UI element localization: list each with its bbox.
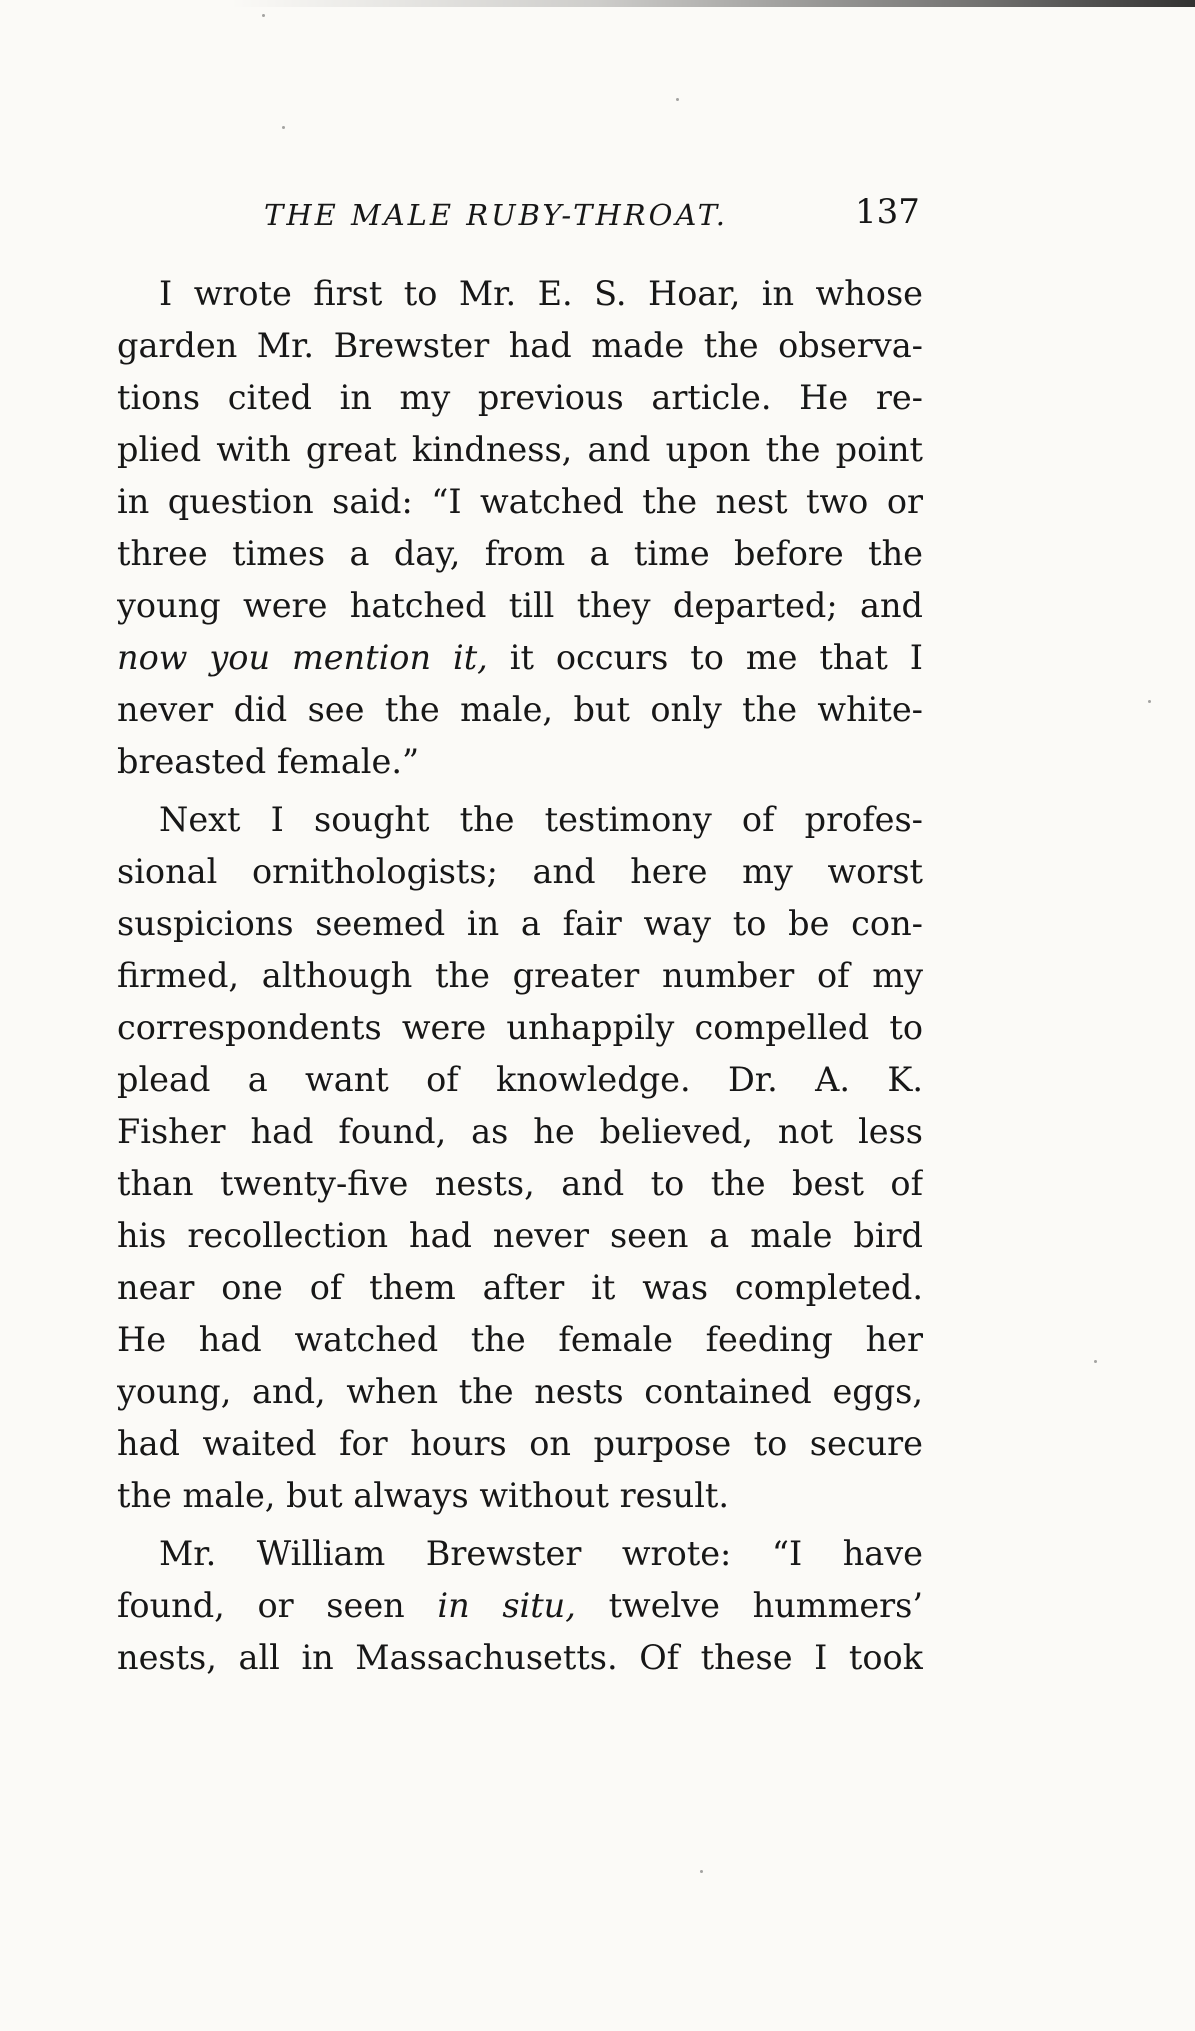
text-line: breasted female.”: [117, 742, 420, 781]
text-line: three times a day, from a time before the: [117, 534, 923, 573]
body-text: [117, 268, 923, 1684]
running-title: THE MALE RUBY-THROAT.: [264, 198, 729, 232]
text-line: plead a want of knowledge. Dr. A. K.: [117, 1060, 923, 1099]
page-header: [0, 192, 1195, 242]
text-line: near one of them after it was completed.: [117, 1268, 923, 1307]
text-line: young, and, when the nests contained eggs,: [117, 1372, 923, 1411]
text-line: tions cited in my previous article. He re-: [117, 378, 923, 417]
text-line: He had watched the female feeding her: [117, 1320, 923, 1359]
paper-speck: [1148, 700, 1151, 703]
text-line: sional ornithologists; and here my worst: [117, 852, 923, 891]
text-line: had waited for hours on purpose to secure: [117, 1424, 923, 1463]
text-line: garden Mr. Brewster had made the observa-: [117, 326, 923, 365]
italic-phrase: now you mention it,: [117, 638, 488, 677]
text-line: Fisher had found, as he believed, not less: [117, 1112, 923, 1151]
paper-speck: [700, 1870, 703, 1873]
paper-speck: [1094, 1360, 1097, 1363]
text-line: young were hatched till they departed; and: [117, 586, 923, 625]
text-line: plied with great kindness, and upon the point: [117, 430, 923, 469]
text-line: nests, all in Massachusetts. Of these I took: [117, 1638, 923, 1677]
text-line: never did see the male, but only the white-: [117, 690, 923, 729]
text-line: Mr. William Brewster wrote: “I have: [159, 1534, 923, 1573]
text-line-with-italic: [117, 632, 923, 684]
text-run: twelve hummers’: [575, 1586, 923, 1625]
text-line-with-italic: [117, 1580, 923, 1632]
text-line: in question said: “I watched the nest two or: [117, 482, 923, 521]
text-line: than twenty-five nests, and to the best of: [117, 1164, 923, 1203]
text-run: it occurs to me that I: [487, 638, 923, 677]
italic-phrase: in situ,: [437, 1586, 576, 1625]
text-line: Next I sought the testimony of profes-: [159, 800, 923, 839]
paper-speck: [676, 98, 679, 101]
text-line: correspondents were unhappily compelled to: [117, 1008, 923, 1047]
page-number: 137: [855, 192, 920, 232]
text-line: the male, but always without result.: [117, 1476, 730, 1515]
text-run: found, or seen: [117, 1586, 438, 1625]
page-top-edge-shadow: [230, 0, 1195, 7]
paper-speck: [282, 126, 285, 129]
text-line: his recollection had never seen a male bird: [117, 1216, 923, 1255]
paper-speck: [262, 14, 265, 17]
text-line: suspicions seemed in a fair way to be con-: [117, 904, 923, 943]
text-line: firmed, although the greater number of my: [117, 956, 923, 995]
text-line: I wrote first to Mr. E. S. Hoar, in whose: [159, 274, 923, 313]
